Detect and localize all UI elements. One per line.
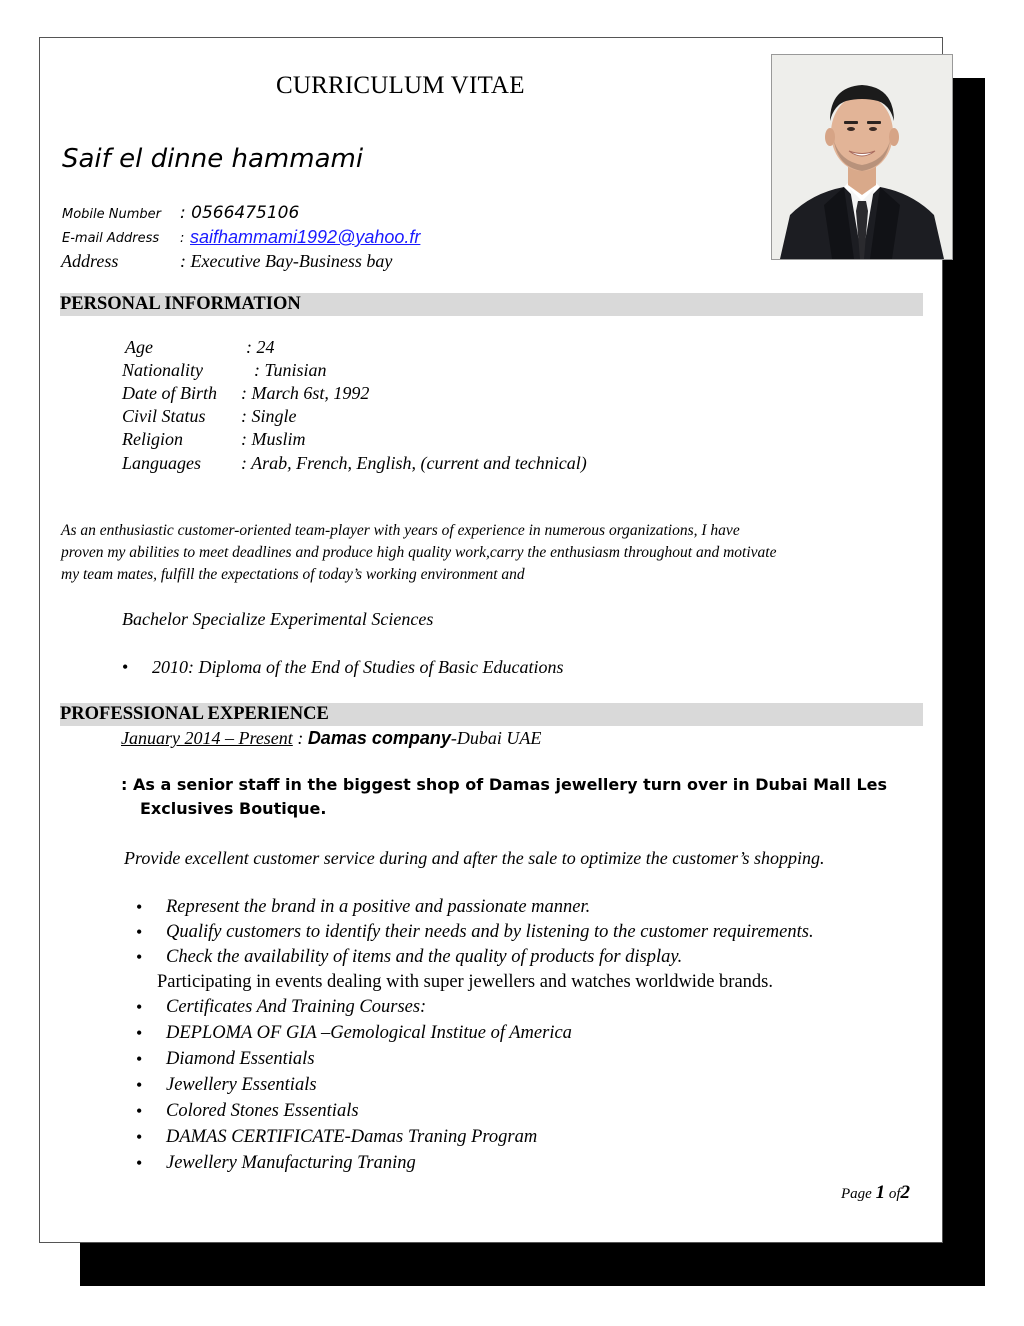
email-link[interactable]: saifhammami1992@yahoo.fr [190,227,421,247]
summary-line-3: my team mates, fulfill the expectations of today’s working environment and [61,566,525,583]
role-line-2: Exclusives Boutique. [140,799,327,818]
age-label: Age [125,337,153,357]
document-title: CURRICULUM VITAE [276,72,525,99]
religion-value: : Muslim [241,429,306,449]
dob-value: : March 6st, 1992 [241,383,370,403]
dob-label: Date of Birth [122,383,217,403]
list-item: Colored Stones Essentials [166,1101,359,1121]
experience-colon: : [297,728,304,748]
summary-line-1: As an enthusiastic customer-oriented team-player with years of experience in numerous organizations, I have [61,522,740,539]
profile-photo-image [772,55,952,259]
company-location: -Dubai UAE [450,728,542,748]
experience-period: January 2014 – Present [121,728,293,748]
diploma-text: 2010: Diploma of the End of Studies of Basic Educations [152,657,564,677]
candidate-name: Saif el dinne hammami [62,144,364,174]
experience-header-line [121,728,541,749]
nationality-value: : Tunisian [254,360,327,380]
list-item: Check the availability of items and the quality of products for display. [166,947,683,967]
languages-value: : Arab, French, English, (current and technical) [241,453,587,473]
list-item: DAMAS CERTIFICATE-Damas Traning Program [166,1127,538,1147]
list-bullet: • [136,922,143,942]
list-bullet: • [136,897,143,917]
list-item: Qualify customers to identify their needs and by listening to the customer requirements. [166,922,814,942]
address-label: Address [61,251,119,271]
list-item: Represent the brand in a positive and passionate manner. [166,897,591,917]
events-text: Participating in events dealing with super jewellers and watches worldwide brands. [157,972,773,992]
religion-label: Religion [122,429,183,449]
list-bullet: • [136,1049,143,1069]
personal-info-heading: PERSONAL INFORMATION [60,293,923,316]
nationality-label: Nationality [122,360,203,380]
of-word: of [888,1186,901,1202]
page-number [841,1182,910,1204]
address-value: : Executive Bay-Business bay [180,251,393,271]
page-current: 1 [875,1182,886,1203]
diploma-bullet: • [122,657,129,677]
civil-status-label: Civil Status [122,406,206,426]
list-bullet: • [136,1153,143,1173]
company-name: Damas company [307,728,451,748]
list-item: Diamond Essentials [166,1049,315,1069]
bachelor-text: Bachelor Specialize Experimental Sciences [122,609,434,629]
list-item: Certificates And Training Courses: [166,997,427,1017]
cv-page [39,37,943,1243]
summary-line-2: proven my abilities to meet deadlines and produce high quality work,carry the enthusiasm throughout and motivate [61,544,777,561]
email-label: E-mail Address [62,231,160,246]
list-bullet: • [136,1127,143,1147]
page-total: 2 [900,1182,910,1203]
profile-photo [771,54,953,260]
list-bullet: • [136,1023,143,1043]
list-item: Jewellery Essentials [166,1075,317,1095]
list-bullet: • [136,947,143,967]
list-item: Jewellery Manufacturing Traning [166,1153,416,1173]
experience-heading: PROFESSIONAL EXPERIENCE [60,703,923,726]
languages-label: Languages [122,453,202,473]
list-bullet: • [136,1101,143,1121]
page-word: Page [841,1186,872,1202]
age-value: : 24 [246,337,275,357]
email-separator: : [180,231,185,246]
list-bullet: • [136,1075,143,1095]
list-item: DEPLOMA OF GIA –Gemological Institue of America [166,1023,572,1043]
list-bullet: • [136,997,143,1017]
service-text: Provide excellent customer service during and after the sale to optimize the customer’s shopping. [124,848,825,868]
mobile-value: : 0566475106 [180,203,300,223]
civil-status-value: : Single [241,406,297,426]
mobile-label: Mobile Number [62,207,161,222]
role-line-1: : As a senior staff in the biggest shop of Damas jewellery turn over in Dubai Mall Les [121,775,888,794]
